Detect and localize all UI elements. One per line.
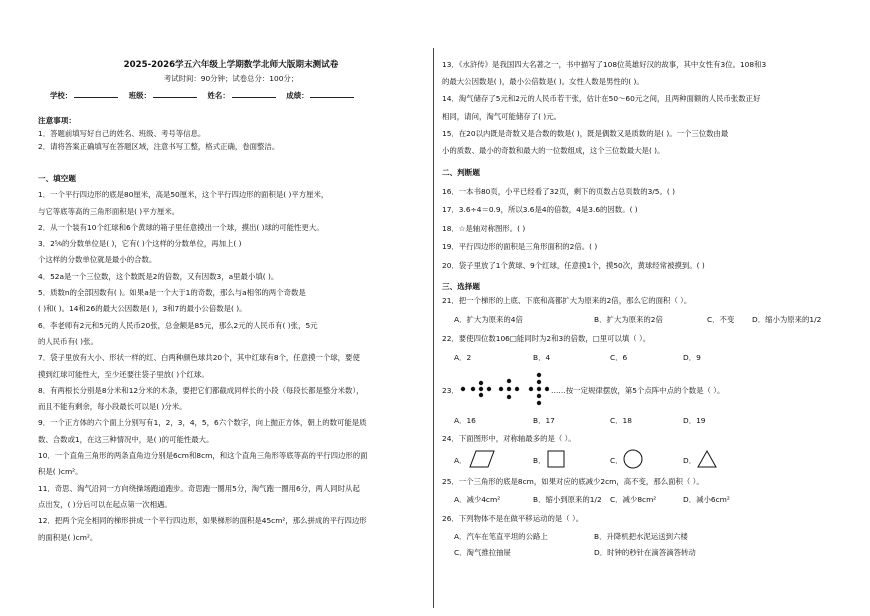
option[interactable]: A． [454, 456, 467, 465]
question-line: 的人民币有( )张。 [38, 336, 98, 346]
question-line: 14．淘气储存了5元和2元的人民币若干张，估计在50～60元之间，且两种面额的人民币张数正好 [442, 94, 761, 104]
section-true-false [442, 164, 847, 275]
option[interactable]: D．9 [683, 353, 701, 362]
column-divider [433, 48, 434, 608]
dot [479, 381, 483, 385]
option[interactable]: C． [610, 456, 623, 465]
option[interactable]: A．16 [454, 416, 476, 425]
right-fill-in-block [442, 56, 847, 159]
score-label: 成绩： [286, 91, 309, 100]
question-line: 7．袋子里放有大小、形状一样的红、白两种颜色球共20个，其中红球有8个，任意摸一个球，要使 [38, 353, 360, 363]
triangle-shape [696, 449, 718, 469]
section-heading: 二、判断题 [442, 168, 480, 177]
option[interactable]: D．时钟的秒针在滴答滴答转动 [594, 548, 696, 557]
dot [515, 387, 519, 391]
question-line: 3．2⁵⁄₉的分数单位是( )，它有( )个这样的分数单位，再加上( ) [38, 239, 242, 249]
question-line: 与它等底等高的三角形面积是( )平方厘米。 [38, 206, 180, 216]
name-blank[interactable] [232, 89, 276, 98]
circle-shape [622, 448, 644, 470]
question-line: 15．在20以内既是奇数又是合数的数是( )，既是偶数又是质数的是( )。一个三位数由最 [442, 128, 729, 138]
q23-number: 23． [442, 386, 459, 395]
dot [537, 380, 541, 384]
option[interactable]: C．减少8cm² [610, 495, 657, 504]
question-line: 点出发，( )分后可以在起点第一次相遇。 [38, 499, 172, 509]
option[interactable]: D．减小6cm² [683, 495, 730, 504]
question-line: 4．52a是一个三位数，这个数既是2的倍数，又有因数3，a里最小填( )。 [38, 271, 279, 281]
dot-pattern-figure [459, 371, 549, 407]
q22-stem: 22．要使四位数106□能同时为2和3的倍数，□里可以填（ ）。 [442, 334, 651, 343]
section-heading: 三、选择题 [442, 282, 480, 291]
q23-stem: ……按一定规律摆放，第5个点阵中点的个数是（ ）。 [551, 386, 725, 395]
question-line: 积是( )cm²。 [38, 467, 83, 477]
dot [545, 387, 549, 391]
option[interactable]: B．扩大为原来的2倍 [594, 315, 663, 324]
question-line: 数、合数或1，在这三种情况中，是( )的可能性最大。 [38, 434, 214, 444]
question-line: 的最大公因数是( )，最小公倍数是( )。女性人数是男性的( )。 [442, 77, 644, 87]
question-line: 16．一本书80页，小平已经看了32页，剩下的页数占总页数的3/5。( ) [442, 186, 675, 196]
option[interactable]: C．6 [610, 353, 628, 362]
dot [537, 373, 541, 377]
option[interactable]: C．淘气推拉抽屉 [454, 548, 511, 557]
option[interactable]: C．18 [610, 416, 632, 425]
dot [487, 387, 491, 391]
score-blank[interactable] [310, 89, 354, 98]
question-line: 18．☆是轴对称图形。( ) [442, 223, 526, 233]
dot [479, 393, 483, 397]
exam-subtitle: 考试时间：90分钟；试卷总分：100分； [163, 74, 299, 83]
note-item: 2．请将答案正确填写在答题区域，注意书写工整，格式正确，卷面整洁。 [38, 142, 280, 151]
dot [507, 395, 511, 399]
question-line: 2．从一个装有10个红球和6个黄球的箱子里任意摸出一个球，摸出( )球的可能性更大。 [38, 222, 324, 232]
option[interactable]: B．升降机把水泥运送到六楼 [594, 532, 688, 541]
question-line: 12．把两个完全相同的梯形拼成一个平行四边形，如果梯形的面积是45cm²，那么拼成的平行四边形 [38, 516, 367, 526]
dot [529, 387, 533, 391]
dot [461, 387, 465, 391]
option[interactable]: A．2 [454, 353, 472, 362]
question-line: 9．一个正方体的六个面上分别写有1，2，3，4，5，6六个数字，向上抛正方体，朝上的数可能是质 [38, 418, 367, 428]
question-line: 个这样的分数单位就是最小的合数。 [38, 255, 157, 265]
class-blank[interactable] [153, 89, 197, 98]
question-line: 摸到红球可能性大，至少还要往袋子里放( )个红球。 [38, 369, 209, 379]
question-line: 11．奇思、淘气沿同一方向绕操场跑道跑步。奇思跑一圈用5分，淘气跑一圈用6分，两人同时从起 [38, 483, 360, 493]
dot [499, 387, 503, 391]
dot [537, 387, 541, 391]
question-line: 20．袋子里放了1个黄球、9个红球，任意摸1个，摸50次，黄球经常被摸到。( ) [442, 260, 705, 270]
option[interactable]: A．减少4cm² [454, 495, 501, 504]
dot [537, 394, 541, 398]
q26-stem: 26．下列物体不是在做平移运动的是（ ）。 [442, 514, 584, 523]
class-label: 班级： [128, 91, 151, 100]
notes-heading: 注意事项： [38, 116, 76, 125]
exam-title: 2025-2026学五六年级上学期数学北师大版期末测试卷 [123, 60, 339, 70]
school-label: 学校： [50, 91, 73, 100]
dot [471, 387, 475, 391]
question-line: 5．质数n的全部因数有( )。如果a是一个大于1的奇数，那么与a相邻的两个奇数是 [38, 288, 306, 298]
question-line: 10．一个直角三角形的两条直角边分别是6cm和8cm，和这个直角三角形等底等高的平行四边形的面 [38, 451, 368, 461]
option[interactable]: A．扩大为原来的4倍 [454, 315, 523, 324]
option[interactable]: B．17 [533, 416, 555, 425]
student-info-line [50, 89, 430, 101]
option[interactable]: D． [683, 456, 697, 465]
question-line: 相同，请问，淘气可能储存了( )元。 [442, 111, 561, 121]
dot [537, 401, 541, 405]
dot [479, 387, 483, 391]
question-line: 1．一个平行四边形的底是80厘米，高是50厘米，这个平行四边形的面积是( )平方厘米， [38, 190, 329, 200]
q24-stem: 24．下面图形中，对称轴最多的是（ ）。 [442, 434, 576, 443]
q25-stem: 25．一个三角形的底是8cm，如果对应的底减少2cm，高不变，那么面积（ ）。 [442, 477, 704, 486]
question-line: ( )和( )。14和26的最大公因数是( )，3和7的最小公倍数是( )。 [38, 304, 247, 314]
option[interactable]: A．汽车在笔直平坦的公路上 [454, 532, 548, 541]
section-heading: 一、填空题 [38, 174, 76, 183]
option[interactable]: B．4 [533, 353, 551, 362]
name-label: 姓名： [207, 91, 230, 100]
question-line: 17．3.6÷4＝0.9，所以3.6是4的倍数，4是3.6的因数。( ) [442, 205, 638, 214]
note-item: 1．答题前填写好自己的姓名、班级、考号等信息。 [38, 129, 206, 138]
notes-block [38, 114, 428, 153]
dot [507, 379, 511, 383]
school-blank[interactable] [74, 89, 118, 98]
question-line: 的面积是( )cm²。 [38, 532, 98, 542]
question-line: 13．《水浒传》是我国四大名著之一，书中描写了108位英雄好汉的故事，其中女性有3位。108和3 [442, 60, 767, 69]
q24-options [454, 449, 844, 471]
option[interactable]: D．缩小为原来的1/2 [752, 315, 822, 324]
q21-stem: 21．把一个梯形的上底、下底和高都扩大为原来的2倍，那么它的面积（ ）。 [442, 296, 692, 305]
section-fill-in [38, 171, 430, 546]
parallelogram-shape [468, 449, 496, 469]
dot [507, 387, 511, 391]
option[interactable]: D．19 [683, 416, 706, 425]
section-choice [442, 281, 847, 557]
question-line: 而且不能有剩余，每小段最长可以是( )分米。 [38, 402, 187, 412]
option[interactable]: B．缩小到原来的1/2 [533, 495, 602, 504]
option[interactable]: C．不变 [707, 315, 735, 324]
question-line: 8．有两根长分别是8分米和12分米的木条，要把它们都截成同样长的小段（每段长都是整分米数）， [38, 385, 364, 395]
question-line: 19．平行四边形的面积是三角形面积的2倍。( ) [442, 242, 598, 251]
question-line: 小的质数、最小的奇数和最大的一位数组成，这个三位数最大是( )。 [442, 146, 665, 156]
option[interactable]: B． [533, 456, 546, 465]
square-shape [546, 449, 568, 469]
question-line: 6．李老师有2元和5元的人民币20张，总金额是85元，那么2元的人民币有( )张，5元 [38, 320, 318, 330]
